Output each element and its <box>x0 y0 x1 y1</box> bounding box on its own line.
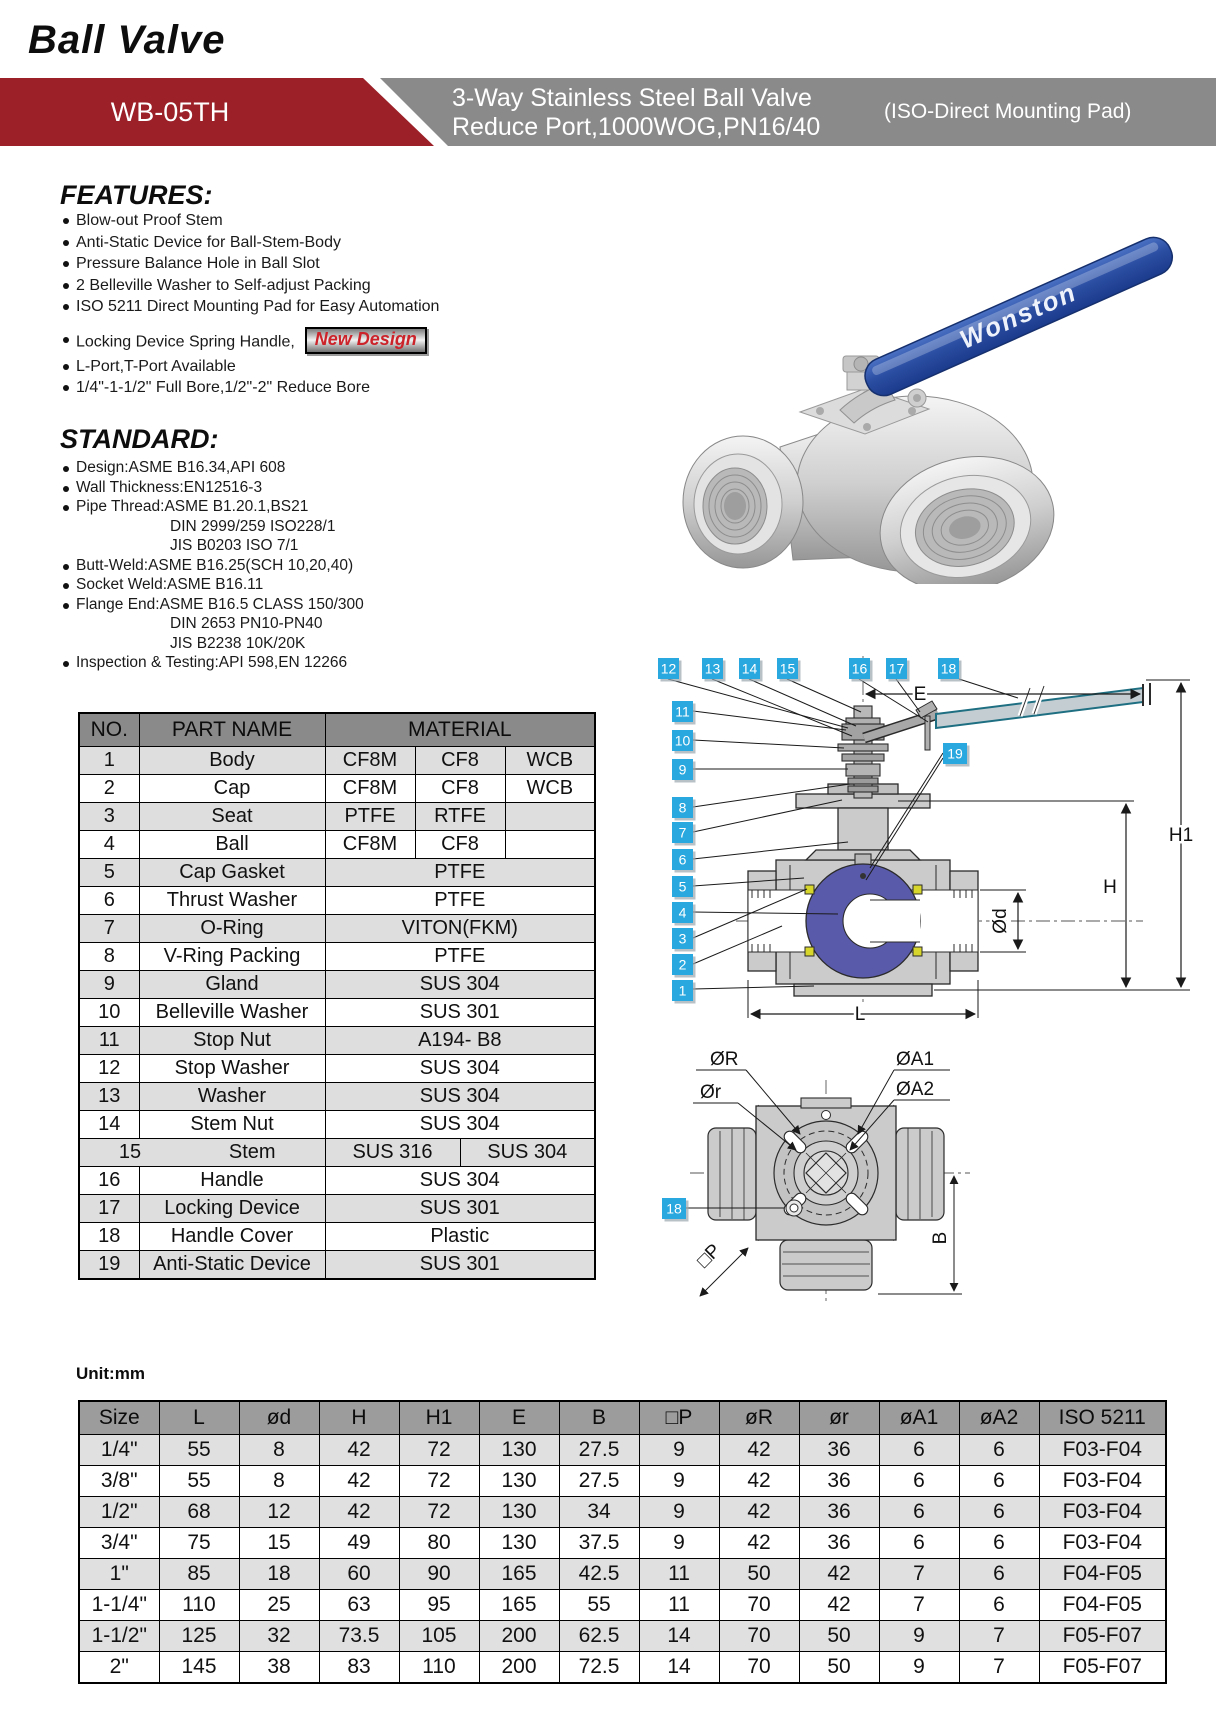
product-line1: 3-Way Stainless Steel Ball Valve <box>452 84 812 112</box>
cell: 11 <box>639 1559 719 1590</box>
header-cell: NO. <box>79 713 139 747</box>
table-row <box>79 1435 1166 1466</box>
cell: 95 <box>399 1590 479 1621</box>
cell: 2" <box>79 1652 159 1684</box>
cell: 14 <box>639 1621 719 1652</box>
handle-brand-text: Wonston <box>955 276 1082 355</box>
table-row <box>79 1111 595 1139</box>
cell: 42 <box>719 1435 799 1466</box>
cell: F03-F04 <box>1039 1497 1166 1528</box>
dim-P: □P <box>693 1240 726 1273</box>
table-row <box>79 1497 1166 1528</box>
callout-15: 15 <box>779 660 796 677</box>
standard-item: DIN 2653 PN10-PN40 <box>170 615 323 632</box>
cell: 70 <box>719 1590 799 1621</box>
dimensions-table <box>78 1400 1167 1684</box>
cell: 63 <box>319 1590 399 1621</box>
header-cell: PART NAME <box>139 713 325 747</box>
handle <box>859 232 1178 402</box>
cell: 15 <box>239 1528 319 1559</box>
standard-list <box>62 458 542 673</box>
table-row <box>79 887 595 915</box>
cell: 73.5 <box>319 1621 399 1652</box>
table-row <box>79 1083 595 1111</box>
header-cell: MATERIAL <box>325 713 595 747</box>
callout-11: 11 <box>675 703 690 720</box>
cell <box>505 803 595 831</box>
cell: 42 <box>799 1590 879 1621</box>
table-row <box>79 803 595 831</box>
bottom-view-diagram <box>662 1049 970 1304</box>
cell: CF8 <box>415 747 505 775</box>
cell: 42 <box>319 1497 399 1528</box>
table-row <box>79 1621 1166 1652</box>
cell: 200 <box>479 1652 559 1684</box>
header-cell: L <box>159 1401 239 1435</box>
cell: WCB <box>505 775 595 803</box>
table-row <box>79 859 595 887</box>
cell: 50 <box>799 1652 879 1684</box>
cell: 80 <box>399 1528 479 1559</box>
table-row <box>79 1167 595 1195</box>
callout-5: 5 <box>678 878 687 895</box>
standard-item: JIS B0203 ISO 7/1 <box>170 537 299 554</box>
cell: F04-F05 <box>1039 1590 1166 1621</box>
cell: 6 <box>959 1559 1039 1590</box>
cell: 6 <box>959 1466 1039 1497</box>
cell: SUS 304 <box>325 1111 595 1139</box>
dim-E: E <box>913 684 927 705</box>
cell: 42 <box>319 1466 399 1497</box>
table-row <box>79 831 595 859</box>
dim-OA1: ØA1 <box>896 1049 935 1070</box>
dim-H1: H1 <box>1168 825 1194 846</box>
cell: 72 <box>399 1466 479 1497</box>
feature-item: Pressure Balance Hole in Ball Slot <box>62 253 542 275</box>
cell: F03-F04 <box>1039 1466 1166 1497</box>
header-cell: ør <box>799 1401 879 1435</box>
cell: 55 <box>159 1466 239 1497</box>
parts-header-row <box>79 713 595 747</box>
callout-17: 17 <box>888 660 905 677</box>
cell: 25 <box>239 1590 319 1621</box>
standard-item: Flange End:ASME B16.5 CLASS 150/300 <box>62 595 542 615</box>
cell: CF8 <box>415 831 505 859</box>
cell: RTFE <box>415 803 505 831</box>
cell: 90 <box>399 1559 479 1590</box>
cell: 7 <box>959 1652 1039 1684</box>
cell: F04-F05 <box>1039 1559 1166 1590</box>
cell: 18 <box>79 1223 139 1251</box>
feature-item: Blow-out Proof Stem <box>62 210 542 232</box>
cell: 12 <box>79 1055 139 1083</box>
callout-8: 8 <box>678 799 687 816</box>
new-design-badge: New Design <box>305 327 427 354</box>
callout-16: 16 <box>851 660 868 677</box>
cell: 50 <box>799 1621 879 1652</box>
features-heading: FEATURES: <box>60 180 213 210</box>
standard-item: Inspection & Testing:API 598,EN 12266 <box>62 653 542 673</box>
cell: 49 <box>319 1528 399 1559</box>
table-row <box>79 1055 595 1083</box>
cell: 130 <box>479 1528 559 1559</box>
dim-B: B <box>930 1231 951 1245</box>
cell: 5 <box>79 859 139 887</box>
cell-name: Stem <box>228 1141 276 1163</box>
cell: SUS 304 <box>325 1055 595 1083</box>
cell: 6 <box>879 1466 959 1497</box>
cell: 130 <box>479 1435 559 1466</box>
callout-6: 6 <box>678 851 687 868</box>
cell: 18 <box>239 1559 319 1590</box>
callout-7: 7 <box>678 824 687 841</box>
cell: 105 <box>399 1621 479 1652</box>
callout-19: 19 <box>947 745 963 762</box>
cell: 75 <box>159 1528 239 1559</box>
cell: O-Ring <box>139 915 325 943</box>
cell: 110 <box>159 1590 239 1621</box>
cell: 1-1/4" <box>79 1590 159 1621</box>
header-cell: Size <box>79 1401 159 1435</box>
dims-header-row <box>79 1401 1166 1435</box>
cell: 8 <box>239 1466 319 1497</box>
standard-item: Pipe Thread:ASME B1.20.1,BS21 <box>62 497 542 517</box>
cell: 145 <box>159 1652 239 1684</box>
cell: Cap Gasket <box>139 859 325 887</box>
table-row <box>79 1528 1166 1559</box>
cell: 12 <box>239 1497 319 1528</box>
cell: Handle <box>139 1167 325 1195</box>
cell: Body <box>139 747 325 775</box>
dim-Or: Ør <box>700 1082 722 1103</box>
cell: SUS 304 <box>460 1139 595 1167</box>
cell: PTFE <box>325 887 595 915</box>
cell: 9 <box>639 1466 719 1497</box>
cell <box>505 831 595 859</box>
cell: 42 <box>719 1528 799 1559</box>
standard-item: Wall Thickness:EN12516-3 <box>62 478 542 498</box>
cell: PTFE <box>325 943 595 971</box>
cell: 6 <box>879 1497 959 1528</box>
feature-item: 2 Belleville Washer to Self-adjust Packing <box>62 275 542 297</box>
cell: 72 <box>399 1435 479 1466</box>
standard-item: DIN 2999/259 ISO228/1 <box>170 517 336 535</box>
model-number: WB-05TH <box>110 97 230 127</box>
cell: 4 <box>79 831 139 859</box>
cell: Thrust Washer <box>139 887 325 915</box>
table-row <box>79 1251 595 1280</box>
cell: 6 <box>79 887 139 915</box>
header-cell: B <box>559 1401 639 1435</box>
standard-item: JIS B2238 10K/20K <box>170 634 306 652</box>
cell: F05-F07 <box>1039 1621 1166 1652</box>
cell: 70 <box>719 1652 799 1684</box>
cell: 13 <box>79 1083 139 1111</box>
callout-2: 2 <box>678 956 687 973</box>
feature-item: Anti-Static Device for Ball-Stem-Body <box>62 232 542 254</box>
left-port <box>683 436 803 568</box>
cell: 6 <box>959 1528 1039 1559</box>
standard-item: Butt-Weld:ASME B16.25(SCH 10,20,40) <box>62 556 542 576</box>
standard-heading: STANDARD: <box>60 424 219 454</box>
technical-diagram <box>598 588 1216 1348</box>
cell: 7 <box>879 1590 959 1621</box>
cell: 9 <box>639 1435 719 1466</box>
cell: F03-F04 <box>1039 1528 1166 1559</box>
callout-4: 4 <box>678 904 687 921</box>
cell: 3 <box>79 803 139 831</box>
cell: 42 <box>799 1559 879 1590</box>
cell: 165 <box>479 1559 559 1590</box>
cell: 8 <box>239 1435 319 1466</box>
table-row <box>79 1195 595 1223</box>
cell: 7 <box>879 1559 959 1590</box>
cell: 9 <box>639 1497 719 1528</box>
cell: 9 <box>79 971 139 999</box>
cell: SUS 316 <box>325 1139 460 1167</box>
dim-Od: Ød <box>990 908 1011 934</box>
table-row <box>79 1027 595 1055</box>
table-row <box>79 915 595 943</box>
cell: F05-F07 <box>1039 1652 1166 1684</box>
cell: WCB <box>505 747 595 775</box>
product-banner <box>0 78 1216 146</box>
cell: 19 <box>79 1251 139 1280</box>
cell: PTFE <box>325 859 595 887</box>
header-cell: H <box>319 1401 399 1435</box>
cell: 72.5 <box>559 1652 639 1684</box>
cell: 11 <box>79 1027 139 1055</box>
cell: SUS 301 <box>325 1251 595 1280</box>
dim-OA2: ØA2 <box>896 1079 935 1100</box>
cell: 62.5 <box>559 1621 639 1652</box>
cell: SUS 301 <box>325 999 595 1027</box>
cell: 17 <box>79 1195 139 1223</box>
cell: 1/2" <box>79 1497 159 1528</box>
cell: 1 <box>79 747 139 775</box>
cell: 83 <box>319 1652 399 1684</box>
parts-table <box>78 712 596 1280</box>
header-cell: □P <box>639 1401 719 1435</box>
cell: CF8M <box>325 775 415 803</box>
cell: Handle Cover <box>139 1223 325 1251</box>
header-cell: H1 <box>399 1401 479 1435</box>
cell: 9 <box>879 1652 959 1684</box>
features-list <box>62 210 542 399</box>
header-cell: øA1 <box>879 1401 959 1435</box>
cell: Anti-Static Device <box>139 1251 325 1280</box>
cell: 130 <box>479 1497 559 1528</box>
cell: 3/8" <box>79 1466 159 1497</box>
cell: CF8M <box>325 747 415 775</box>
cell: 165 <box>479 1590 559 1621</box>
cell: 1" <box>79 1559 159 1590</box>
cell: 42 <box>719 1466 799 1497</box>
cell: 11 <box>639 1590 719 1621</box>
cell: 42 <box>719 1497 799 1528</box>
cell: Stop Nut <box>139 1027 325 1055</box>
table-row <box>79 1139 595 1167</box>
cell: Cap <box>139 775 325 803</box>
cell: Gland <box>139 971 325 999</box>
cell: 2 <box>79 775 139 803</box>
cell: CF8M <box>325 831 415 859</box>
standard-item: Design:ASME B16.34,API 608 <box>62 458 542 478</box>
cell: 200 <box>479 1621 559 1652</box>
cell: 125 <box>159 1621 239 1652</box>
cell: 38 <box>239 1652 319 1684</box>
cell: 1/4" <box>79 1435 159 1466</box>
cell: Washer <box>139 1083 325 1111</box>
cell: 36 <box>799 1435 879 1466</box>
callout-14: 14 <box>741 660 758 677</box>
cell: Stop Washer <box>139 1055 325 1083</box>
cell: 27.5 <box>559 1466 639 1497</box>
cell: 68 <box>159 1497 239 1528</box>
header-cell: øA2 <box>959 1401 1039 1435</box>
cell: SUS 304 <box>325 1083 595 1111</box>
standard-item: Socket Weld:ASME B16.11 <box>62 575 542 595</box>
cell: F03-F04 <box>1039 1435 1166 1466</box>
cell <box>79 1139 325 1167</box>
cell: Seat <box>139 803 325 831</box>
cell: 36 <box>799 1497 879 1528</box>
cell: 130 <box>479 1466 559 1497</box>
header-cell: E <box>479 1401 559 1435</box>
cell: 9 <box>879 1621 959 1652</box>
cell: 1-1/2" <box>79 1621 159 1652</box>
cell: 37.5 <box>559 1528 639 1559</box>
cell: 6 <box>959 1497 1039 1528</box>
cell: 34 <box>559 1497 639 1528</box>
cell: 8 <box>79 943 139 971</box>
cell: 55 <box>159 1435 239 1466</box>
feature-item: L-Port,T-Port Available <box>62 356 542 378</box>
cell: 42.5 <box>559 1559 639 1590</box>
cell: 36 <box>799 1528 879 1559</box>
feature-item <box>62 329 542 356</box>
header-cell: øR <box>719 1401 799 1435</box>
table-row <box>79 1559 1166 1590</box>
cell: 70 <box>719 1621 799 1652</box>
table-row <box>79 1466 1166 1497</box>
cell: Plastic <box>325 1223 595 1251</box>
cell: Locking Device <box>139 1195 325 1223</box>
dim-H: H <box>1103 877 1117 898</box>
cell: VITON(FKM) <box>325 915 595 943</box>
cell: 55 <box>559 1590 639 1621</box>
header-cell: ISO 5211 <box>1039 1401 1166 1435</box>
callout-3: 3 <box>678 930 687 947</box>
cell: 110 <box>399 1652 479 1684</box>
feature-item-text: Locking Device Spring Handle, <box>76 333 295 351</box>
cell: 6 <box>959 1590 1039 1621</box>
callout-13: 13 <box>704 660 721 677</box>
cross-section-diagram <box>658 656 1193 1025</box>
cell: 14 <box>79 1111 139 1139</box>
cell: PTFE <box>325 803 415 831</box>
product-line2: Reduce Port,1000WOG,PN16/40 <box>452 113 821 141</box>
callout-1: 1 <box>678 982 687 999</box>
header-cell: ød <box>239 1401 319 1435</box>
cell: 32 <box>239 1621 319 1652</box>
cell: 9 <box>639 1528 719 1559</box>
cell-no: 15 <box>118 1141 142 1163</box>
cell: A194- B8 <box>325 1027 595 1055</box>
table-row <box>79 747 595 775</box>
cell: SUS 304 <box>325 971 595 999</box>
cell: V-Ring Packing <box>139 943 325 971</box>
cell: SUS 301 <box>325 1195 595 1223</box>
mounting-note: (ISO-Direct Mounting Pad) <box>884 100 1132 123</box>
cell: 60 <box>319 1559 399 1590</box>
cell: 36 <box>799 1466 879 1497</box>
dim-L: L <box>854 1004 866 1025</box>
table-row <box>79 1590 1166 1621</box>
cell: CF8 <box>415 775 505 803</box>
cell: Belleville Washer <box>139 999 325 1027</box>
cell: 72 <box>399 1497 479 1528</box>
feature-item: 1/4"-1-1/2" Full Bore,1/2"-2" Reduce Bore <box>62 377 542 399</box>
cell: 6 <box>879 1528 959 1559</box>
product-description <box>452 84 820 142</box>
feature-item: ISO 5211 Direct Mounting Pad for Easy Automation <box>62 296 542 318</box>
callout-18-bottom: 18 <box>666 1200 682 1217</box>
cell: 27.5 <box>559 1435 639 1466</box>
table-row <box>79 775 595 803</box>
cell: 3/4" <box>79 1528 159 1559</box>
cell: 16 <box>79 1167 139 1195</box>
table-row <box>79 971 595 999</box>
table-row <box>79 999 595 1027</box>
page-title: Ball Valve <box>28 18 226 62</box>
callout-12: 12 <box>660 660 677 677</box>
cell: 14 <box>639 1652 719 1684</box>
dim-OR: ØR <box>710 1049 739 1070</box>
cell: 7 <box>79 915 139 943</box>
callout-9: 9 <box>678 761 687 778</box>
cell: 50 <box>719 1559 799 1590</box>
product-photo <box>615 172 1210 584</box>
cell: 7 <box>959 1621 1039 1652</box>
cell: 6 <box>959 1435 1039 1466</box>
cell: 85 <box>159 1559 239 1590</box>
table-row <box>79 943 595 971</box>
table-row <box>79 1223 595 1251</box>
table-row <box>79 1652 1166 1684</box>
cell: Ball <box>139 831 325 859</box>
cell: SUS 304 <box>325 1167 595 1195</box>
cell: 10 <box>79 999 139 1027</box>
cell: 42 <box>319 1435 399 1466</box>
unit-label: Unit:mm <box>76 1364 145 1383</box>
cell: Stem Nut <box>139 1111 325 1139</box>
callout-10: 10 <box>674 732 691 749</box>
cell: 6 <box>879 1435 959 1466</box>
callout-18: 18 <box>940 660 957 677</box>
